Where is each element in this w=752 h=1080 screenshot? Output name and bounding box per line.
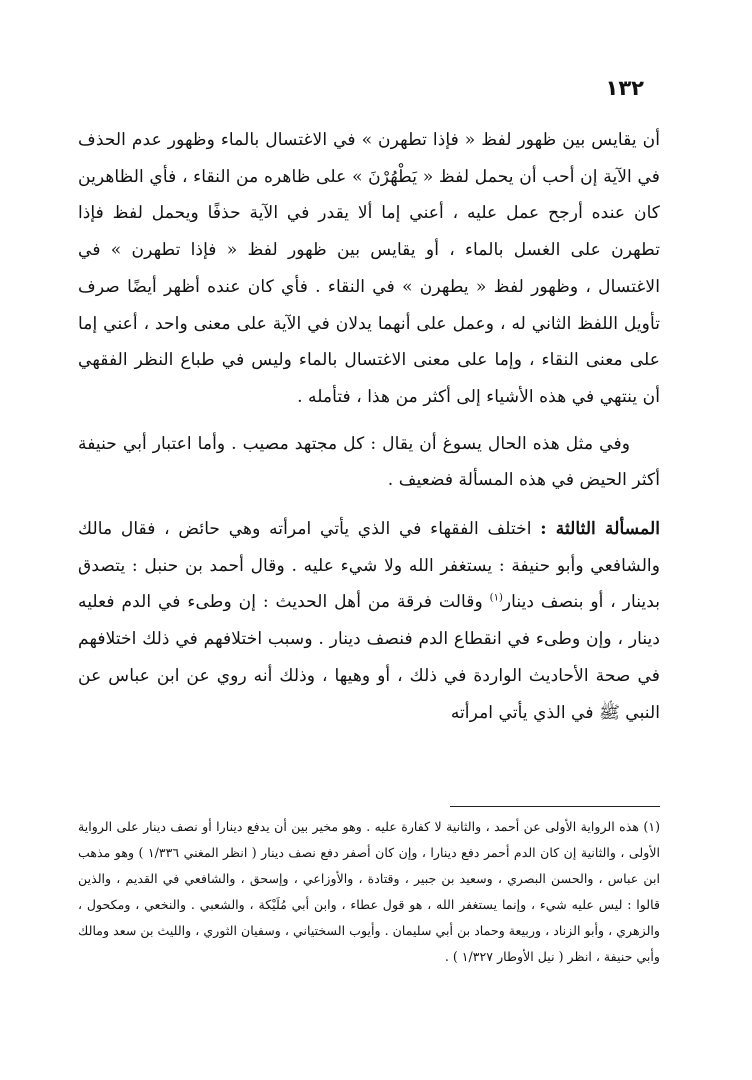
- section-heading: المسألة الثالثة :: [540, 519, 660, 540]
- paragraph-1: أن يقايس بين ظهور لفظ « فإذا تطهرن » في الاغتسال بالماء وظهور عدم الحذف في الآية إن أحب أن يحمل لفظ « يَطْهُرْنَ » على ظاهره من النقاء ، فأي الظاهرين كان عنده أرجح عمل عليه ، أعني إما ألا يقدر في الآية حذفًا ويحمل لفظ فإذا تطهرن على الغسل بالماء ، أو يقايس بين ظهور لفظ « فإذا تطهرن » في الاغتسال ، وظهور لفظ « يطهرن » في النقاء . فأي كان عنده أظهر أيضًا صرف تأويل اللفظ الثاني له ، وعمل على أنهما يدلان في الآية على معنى واحد ، أعني إما على معنى النقاء ، وإما على معنى الاغتسال بالماء وليس في طباع النظر الفقهي أن ينتهي في هذه الأشياء إلى أكثر من هذا ، فتأمله .: [78, 130, 660, 407]
- main-text: [78, 122, 660, 731]
- footnote-1: (١) هذه الرواية الأولى عن أحمد ، والثانية لا كفارة عليه . وهو مخير بين أن يدفع دينارا أو نصف دينار على الرواية الأولى ، والثانية إن كان الدم أحمر دفع دينارا ، وإن كان أصفر دفع نصف دينار ( انظر المغني ١/٣٣٦ ) وهو مذهب ابن عباس ، والحسن البصري ، وسعيد بن جبير ، وقتادة ، والأوزاعي ، وإسحق ، والشافعي في القديم ، والذين قالوا : ليس عليه شيء ، وإنما يستغفر الله ، هو قول عطاء ، وابن أبي مُلَيْكة ، والشعبي . والنخعي ، ومكحول ، والزهري ، وأبو الزناد ، وربيعة وحماد بن أبي سليمان . وأيوب السختياني ، وسفيان الثوري ، والليث بن سعد ومالك وأبي حنيفة ، انظر ( نيل الأوطار ١/٣٢٧ ) .: [78, 819, 661, 964]
- footnote-divider: [450, 806, 660, 807]
- paragraph-2-text: وفي مثل هذه الحال يسوغ أن يقال : كل مجتهد مصيب . وأما اعتبار أبي حنيفة أكثر الحيض في هذه المسألة فضعيف .: [78, 433, 660, 491]
- paragraph-3-text-a: اختلف الفقهاء في الذي يأتي امرأته وهي حائض ، فقال مالك والشافعي وأبو حنيفة : يستغفر الله ولا شيء عليه . وقال أحمد بن حنبل : يتصدق بدينار ، أو بنصف دينار: [78, 519, 660, 613]
- page-number: ١٣٢: [605, 76, 644, 100]
- footnotes: [78, 814, 660, 970]
- paragraph-3: [78, 511, 660, 731]
- footnote-reference[interactable]: (١): [489, 592, 503, 604]
- paragraph-2: [78, 426, 660, 499]
- paragraph-3-text-b: وقالت فرقة من أهل الحديث : إن وطىء في الدم فعليه دينار ، وإن وطىء في انقطاع الدم فنصف دينار . وسبب اختلافهم في ذلك اختلافهم في صحة الأحاديث الواردة في ذلك ، أو وهيها ، وذلك أنه روي عن ابن عباس عن النبي ﷺ في الذي يأتي امرأته: [78, 592, 660, 723]
